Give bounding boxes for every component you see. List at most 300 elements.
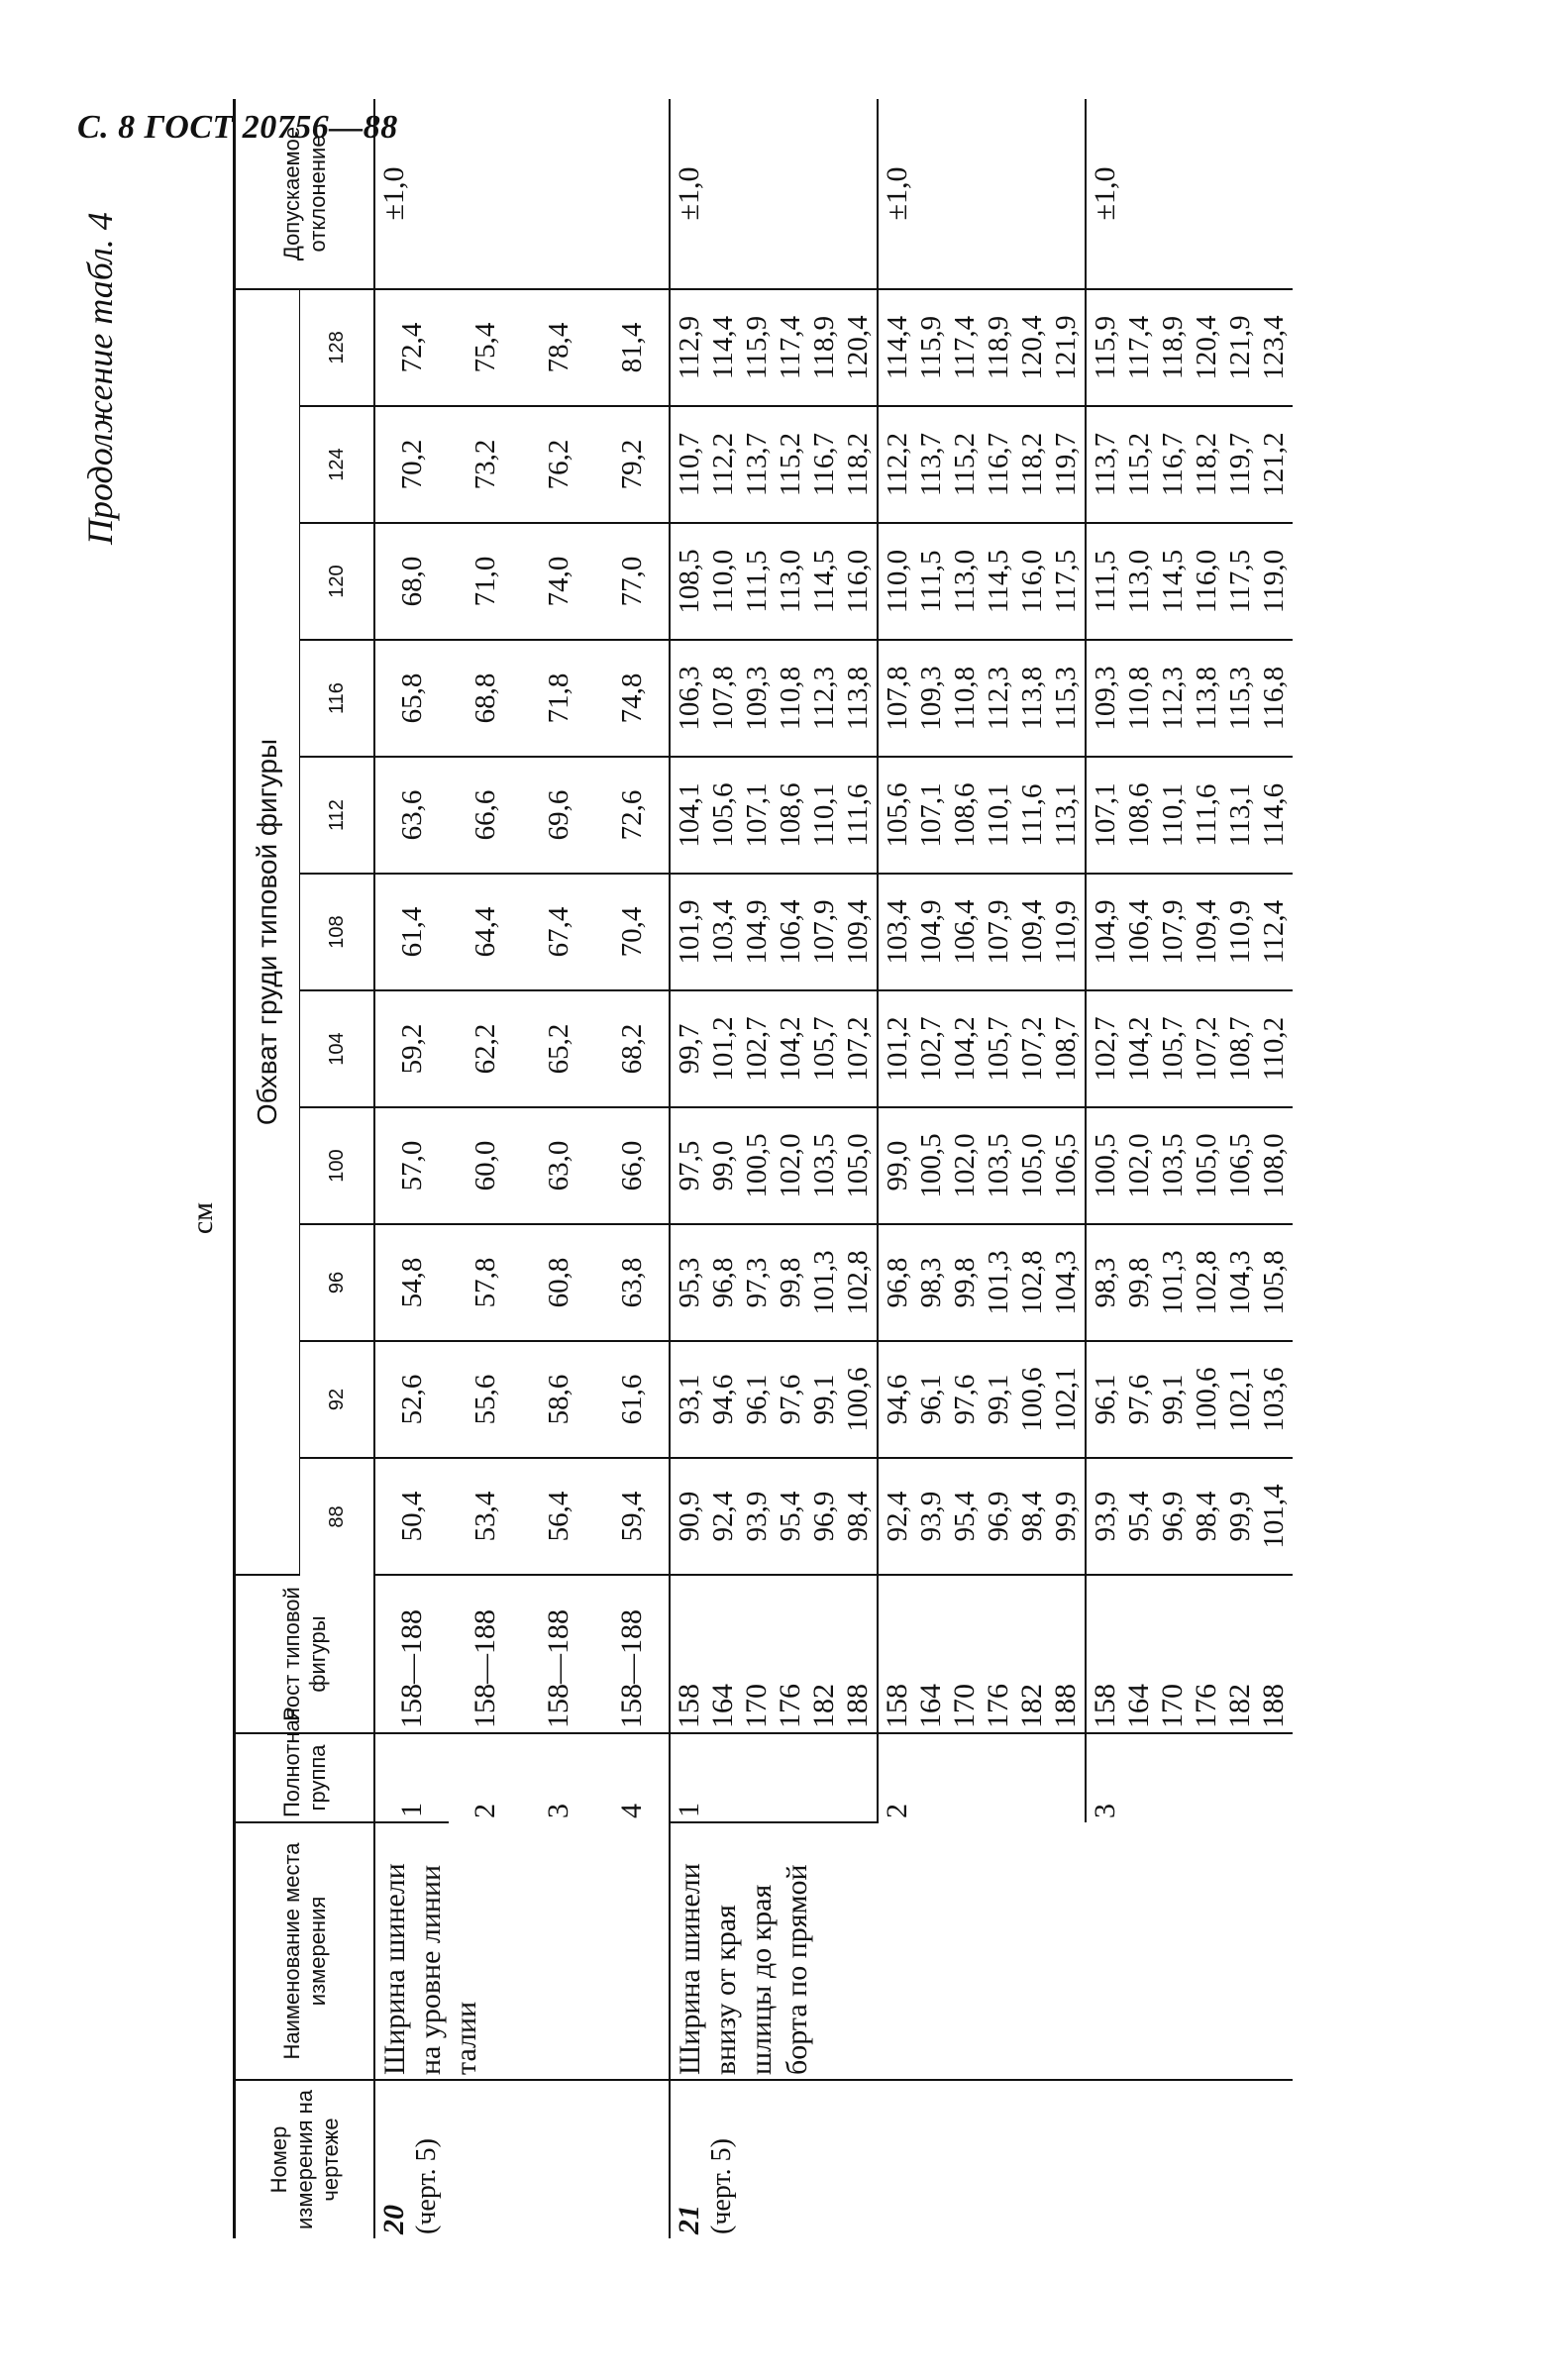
- value-cell: [670, 523, 878, 640]
- completeness-group: [449, 1733, 522, 1822]
- value: 96,1: [1090, 1374, 1121, 1425]
- measure-name: Ширина шинели на уровне линии талии: [374, 1822, 670, 2080]
- height-value: 158—188: [615, 1609, 648, 1728]
- value: 97,6: [1123, 1374, 1155, 1425]
- value-cell: [670, 1224, 878, 1341]
- value: 114,6: [1258, 782, 1290, 848]
- size-header: 124: [300, 406, 375, 523]
- value: 116,0: [1191, 549, 1222, 614]
- value: 57,8: [469, 1257, 501, 1308]
- value: 106,3: [674, 666, 705, 731]
- value: 121,9: [1224, 315, 1256, 380]
- value-cell: [595, 289, 670, 406]
- value: 81,4: [616, 322, 648, 373]
- value-cell: [670, 990, 878, 1107]
- value: 112,4: [1258, 899, 1290, 965]
- value: 102,7: [915, 1016, 947, 1082]
- value-cell: [670, 289, 878, 406]
- value-cell: [522, 1458, 595, 1575]
- value-cell: [374, 1224, 449, 1341]
- value: 106,4: [949, 899, 981, 965]
- tolerance-cell: ±1,0: [878, 99, 1086, 289]
- header-number: Номер измерения на чертеже: [235, 2080, 375, 2238]
- value-cell: [878, 1458, 1086, 1575]
- value: 100,6: [842, 1367, 874, 1432]
- height-value: 158—188: [542, 1609, 574, 1728]
- group-value: 3: [542, 1804, 574, 1818]
- value: 100,6: [1191, 1367, 1222, 1432]
- value: 118,9: [983, 315, 1014, 380]
- value-cell: [595, 1107, 670, 1224]
- value: 102,7: [741, 1016, 773, 1082]
- height-value: 176: [1190, 1684, 1222, 1728]
- value-cell: [1086, 640, 1293, 757]
- value-cell: [595, 1458, 670, 1575]
- value: 99,8: [1123, 1257, 1155, 1308]
- value: 96,9: [1157, 1491, 1189, 1542]
- value: 57,0: [396, 1140, 428, 1191]
- value-cell: [670, 874, 878, 990]
- height-value: 170: [948, 1684, 981, 1728]
- value: 120,4: [1016, 315, 1048, 380]
- value-cell: [522, 874, 595, 990]
- size-header: 104: [300, 990, 375, 1107]
- value: 114,5: [983, 549, 1014, 614]
- value: 117,4: [1123, 315, 1155, 380]
- value: 100,5: [1090, 1133, 1121, 1198]
- measure-number-cell: [670, 2080, 1293, 2238]
- value: 102,7: [1090, 1016, 1121, 1082]
- value: 114,4: [707, 315, 739, 380]
- value-cell: [595, 874, 670, 990]
- header-height: Рост типовой фигуры: [235, 1575, 375, 1733]
- value-cell: [449, 874, 522, 990]
- value: 99,1: [808, 1374, 840, 1425]
- value: 93,9: [915, 1491, 947, 1542]
- value: 111,5: [1090, 550, 1121, 613]
- value-cell: [595, 1224, 670, 1341]
- measure-name: Ширина шинели внизу от края шлицы до края борта по прямой: [670, 1822, 1293, 2080]
- value: 103,5: [983, 1133, 1014, 1198]
- value: 60,8: [543, 1257, 574, 1308]
- measure-number-cell: [374, 2080, 670, 2238]
- value-cell: [670, 1341, 878, 1458]
- value: 103,6: [1258, 1367, 1290, 1432]
- value-cell: [374, 523, 449, 640]
- tolerance-cell: ±1,0: [374, 99, 670, 289]
- value: 116,7: [808, 432, 840, 497]
- value: 116,7: [983, 432, 1014, 497]
- value-cell: [1086, 289, 1293, 406]
- value: 105,0: [842, 1133, 874, 1198]
- value: 70,2: [396, 439, 428, 490]
- value: 115,9: [741, 315, 773, 380]
- value: 117,4: [949, 315, 981, 380]
- value-cell: [449, 406, 522, 523]
- value-cell: [595, 406, 670, 523]
- tolerance-cell: ±1,0: [670, 99, 878, 289]
- value: 108,6: [949, 782, 981, 848]
- value-cell: [878, 757, 1086, 874]
- value: 56,4: [543, 1491, 574, 1542]
- size-header: 112: [300, 757, 375, 874]
- value: 111,5: [915, 550, 947, 613]
- measure-number: 20: [377, 2205, 410, 2234]
- size-header: 92: [300, 1341, 375, 1458]
- group-value: 1: [673, 1803, 705, 1817]
- value: 112,3: [1157, 666, 1189, 731]
- value-cell: [1086, 757, 1293, 874]
- value: 119,7: [1050, 432, 1082, 497]
- value: 117,5: [1224, 549, 1256, 614]
- value-cell: [522, 990, 595, 1107]
- height-value: 170: [1156, 1684, 1189, 1728]
- value: 113,0: [775, 549, 806, 614]
- value: 118,9: [808, 315, 840, 380]
- value-cell: [595, 523, 670, 640]
- value: 96,9: [808, 1491, 840, 1542]
- value: 102,0: [1123, 1133, 1155, 1198]
- height-range: [449, 1575, 522, 1733]
- size-header: 88: [300, 1458, 375, 1575]
- value: 111,6: [1016, 783, 1048, 847]
- value: 107,8: [707, 666, 739, 731]
- value: 109,4: [1016, 899, 1048, 965]
- group-value: 2: [881, 1804, 913, 1818]
- value-cell: [595, 990, 670, 1107]
- group-value: 2: [469, 1804, 501, 1818]
- value: 108,6: [1123, 782, 1155, 848]
- value: 50,4: [396, 1491, 428, 1542]
- value: 120,4: [1191, 315, 1222, 380]
- value: 108,0: [1258, 1133, 1290, 1198]
- value: 110,0: [882, 549, 913, 614]
- value: 96,8: [882, 1257, 913, 1308]
- value: 110,9: [1050, 899, 1082, 965]
- value: 103,5: [808, 1133, 840, 1198]
- value: 108,7: [1224, 1016, 1256, 1082]
- header-name: Наименование места измерения: [235, 1822, 375, 2080]
- value: 101,9: [674, 899, 705, 965]
- value: 106,5: [1050, 1133, 1082, 1198]
- height-value: 188: [841, 1684, 874, 1728]
- value-cell: [374, 1107, 449, 1224]
- height-range: [595, 1575, 670, 1733]
- value-cell: [1086, 406, 1293, 523]
- value: 116,7: [1157, 432, 1189, 497]
- height-value: 158: [881, 1684, 913, 1728]
- value: 65,2: [543, 1023, 574, 1075]
- value: 105,8: [1258, 1250, 1290, 1315]
- value: 68,8: [469, 673, 501, 724]
- value: 59,2: [396, 1023, 428, 1075]
- value: 118,2: [842, 432, 874, 497]
- value: 93,1: [674, 1374, 705, 1425]
- value: 112,3: [983, 666, 1014, 731]
- value-cell: [595, 757, 670, 874]
- value: 99,0: [882, 1140, 913, 1191]
- value: 79,2: [616, 439, 648, 490]
- value: 92,4: [882, 1491, 913, 1542]
- value-cell: [374, 406, 449, 523]
- value: 114,4: [882, 315, 913, 380]
- page-header: С. 8 ГОСТ 20756—88: [77, 109, 398, 146]
- value-cell: [878, 1341, 1086, 1458]
- measure-number: 21: [673, 2205, 705, 2234]
- value: 113,7: [1090, 432, 1121, 497]
- value: 101,3: [983, 1250, 1014, 1315]
- value: 98,4: [1191, 1491, 1222, 1542]
- value: 103,5: [1157, 1133, 1189, 1198]
- value: 102,8: [1191, 1250, 1222, 1315]
- value: 106,5: [1224, 1133, 1256, 1198]
- value: 102,8: [1016, 1250, 1048, 1315]
- value: 64,4: [469, 906, 501, 958]
- value: 104,3: [1050, 1250, 1082, 1315]
- value: 104,9: [1090, 899, 1121, 965]
- value: 112,3: [808, 666, 840, 731]
- value: 99,8: [949, 1257, 981, 1308]
- value: 113,7: [741, 432, 773, 497]
- height-range: [522, 1575, 595, 1733]
- height-value: 170: [740, 1684, 773, 1728]
- value-cell: [878, 640, 1086, 757]
- completeness-group: [522, 1733, 595, 1822]
- value: 96,9: [983, 1491, 1014, 1542]
- value: 96,1: [741, 1374, 773, 1425]
- completeness-group: [670, 1733, 878, 1822]
- value: 109,3: [1090, 666, 1121, 731]
- value: 112,9: [674, 315, 705, 380]
- value-cell: [670, 640, 878, 757]
- value: 107,1: [741, 782, 773, 848]
- value: 68,0: [396, 556, 428, 607]
- value: 107,2: [1191, 1016, 1222, 1082]
- value-cell: [522, 406, 595, 523]
- value: 99,1: [983, 1374, 1014, 1425]
- value: 59,4: [616, 1491, 648, 1542]
- value: 112,2: [882, 432, 913, 497]
- value: 112,2: [707, 432, 739, 497]
- value: 76,2: [543, 439, 574, 490]
- value: 113,8: [842, 666, 874, 731]
- value: 97,6: [949, 1374, 981, 1425]
- size-header: 116: [300, 640, 375, 757]
- height-value: 158—188: [469, 1609, 501, 1728]
- value-cell: [449, 289, 522, 406]
- value: 102,1: [1050, 1367, 1082, 1432]
- value-cell: [374, 990, 449, 1107]
- value-cell: [878, 1224, 1086, 1341]
- value: 100,5: [915, 1133, 947, 1198]
- value: 90,9: [674, 1491, 705, 1542]
- value: 52,6: [396, 1374, 428, 1425]
- value: 110,8: [1123, 666, 1155, 731]
- value: 114,5: [808, 549, 840, 614]
- value: 66,0: [616, 1140, 648, 1191]
- value: 121,2: [1258, 432, 1290, 497]
- value: 117,4: [775, 315, 806, 380]
- measure-ref: (черт. 5): [706, 2138, 737, 2234]
- value-cell: [1086, 1107, 1293, 1224]
- value: 105,7: [1157, 1016, 1189, 1082]
- value: 105,7: [808, 1016, 840, 1082]
- value: 123,4: [1258, 315, 1290, 380]
- value: 115,9: [915, 315, 947, 380]
- value: 100,5: [741, 1133, 773, 1198]
- value: 101,2: [707, 1016, 739, 1082]
- value: 105,7: [983, 1016, 1014, 1082]
- value: 111,6: [842, 783, 874, 847]
- value: 99,9: [1050, 1491, 1082, 1542]
- height-value: 188: [1257, 1684, 1290, 1728]
- value: 103,4: [707, 899, 739, 965]
- value: 78,4: [543, 322, 574, 373]
- value: 115,3: [1050, 666, 1082, 731]
- height-value: 188: [1049, 1684, 1082, 1728]
- value: 102,1: [1224, 1367, 1256, 1432]
- value: 111,6: [1191, 783, 1222, 847]
- value: 113,0: [1123, 549, 1155, 614]
- value: 55,6: [469, 1374, 501, 1425]
- value-cell: [522, 1107, 595, 1224]
- value: 107,8: [882, 666, 913, 731]
- value: 107,2: [842, 1016, 874, 1082]
- value-cell: [374, 289, 449, 406]
- value: 98,4: [1016, 1491, 1048, 1542]
- value: 95,4: [775, 1491, 806, 1542]
- value: 53,4: [469, 1491, 501, 1542]
- value: 99,0: [707, 1140, 739, 1191]
- value: 97,3: [741, 1257, 773, 1308]
- value-cell: [878, 990, 1086, 1107]
- value: 115,2: [1123, 432, 1155, 497]
- height-value: 164: [706, 1684, 739, 1728]
- value: 107,2: [1016, 1016, 1048, 1082]
- value-cell: [449, 1107, 522, 1224]
- height-value: 164: [1122, 1684, 1155, 1728]
- value: 105,0: [1191, 1133, 1222, 1198]
- unit-label: см: [186, 1201, 219, 1235]
- value: 114,5: [1157, 549, 1189, 614]
- group-value: 1: [395, 1803, 428, 1817]
- value: 63,8: [616, 1257, 648, 1308]
- value: 115,3: [1224, 666, 1256, 731]
- value: 101,4: [1258, 1484, 1290, 1549]
- height-value: 176: [982, 1684, 1014, 1728]
- value: 118,2: [1191, 432, 1222, 497]
- value: 110,1: [808, 782, 840, 848]
- value-cell: [449, 640, 522, 757]
- value: 99,7: [674, 1023, 705, 1075]
- value: 99,9: [1224, 1491, 1256, 1542]
- value: 115,9: [1090, 315, 1121, 380]
- measure-ref: (черт. 5): [411, 2138, 442, 2234]
- value: 107,9: [983, 899, 1014, 965]
- value: 103,4: [882, 899, 913, 965]
- value: 71,8: [543, 673, 574, 724]
- value: 96,8: [707, 1257, 739, 1308]
- value: 110,7: [674, 432, 705, 497]
- value: 105,6: [882, 782, 913, 848]
- value: 106,4: [1123, 899, 1155, 965]
- size-header: 96: [300, 1224, 375, 1341]
- value: 97,6: [775, 1374, 806, 1425]
- value: 102,0: [949, 1133, 981, 1198]
- value: 99,1: [1157, 1374, 1189, 1425]
- height-value: 158: [1089, 1684, 1121, 1728]
- value: 120,4: [842, 315, 874, 380]
- table-row: [374, 99, 449, 2238]
- value: 94,6: [882, 1374, 913, 1425]
- value: 65,8: [396, 673, 428, 724]
- value: 101,3: [808, 1250, 840, 1315]
- value: 61,4: [396, 906, 428, 958]
- value: 116,8: [1258, 666, 1290, 731]
- value-cell: [449, 1458, 522, 1575]
- value-cell: [522, 1224, 595, 1341]
- header-tolerance: Допускаемое отклонение: [235, 99, 375, 289]
- value-cell: [374, 757, 449, 874]
- value-cell: [522, 523, 595, 640]
- value: 119,7: [1224, 432, 1256, 497]
- value: 67,4: [543, 906, 574, 958]
- value: 109,4: [1191, 899, 1222, 965]
- value: 98,3: [1090, 1257, 1121, 1308]
- value: 108,5: [674, 549, 705, 614]
- completeness-group: [595, 1733, 670, 1822]
- completeness-group: [878, 1733, 1086, 1822]
- value: 94,6: [707, 1374, 739, 1425]
- value: 99,8: [775, 1257, 806, 1308]
- value-cell: [1086, 990, 1293, 1107]
- value-cell: [670, 1107, 878, 1224]
- value-cell: [595, 1341, 670, 1458]
- value-cell: [670, 757, 878, 874]
- value-cell: [374, 1341, 449, 1458]
- value: 107,9: [808, 899, 840, 965]
- height-list: [1086, 1575, 1293, 1733]
- value: 110,8: [949, 666, 981, 731]
- height-value: 158: [673, 1684, 705, 1728]
- value-cell: [522, 289, 595, 406]
- value: 111,5: [741, 550, 773, 613]
- completeness-group: [374, 1733, 449, 1822]
- value: 95,4: [949, 1491, 981, 1542]
- value: 104,9: [741, 899, 773, 965]
- value-cell: [522, 1341, 595, 1458]
- value: 101,2: [882, 1016, 913, 1082]
- value: 100,6: [1016, 1367, 1048, 1432]
- value: 109,3: [741, 666, 773, 731]
- size-header: 120: [300, 523, 375, 640]
- value: 54,8: [396, 1257, 428, 1308]
- completeness-group: [1086, 1733, 1293, 1822]
- value: 110,2: [1258, 1016, 1290, 1082]
- value-cell: [1086, 523, 1293, 640]
- value: 109,3: [915, 666, 947, 731]
- value: 107,1: [1090, 782, 1121, 848]
- value-cell: [1086, 874, 1293, 990]
- value: 102,8: [842, 1250, 874, 1315]
- height-value: 158—188: [395, 1609, 428, 1728]
- value: 62,2: [469, 1023, 501, 1075]
- value: 70,4: [616, 906, 648, 958]
- value: 116,0: [1016, 549, 1048, 614]
- height-range: [374, 1575, 449, 1733]
- value-cell: [670, 1458, 878, 1575]
- table-body: [374, 99, 1293, 2238]
